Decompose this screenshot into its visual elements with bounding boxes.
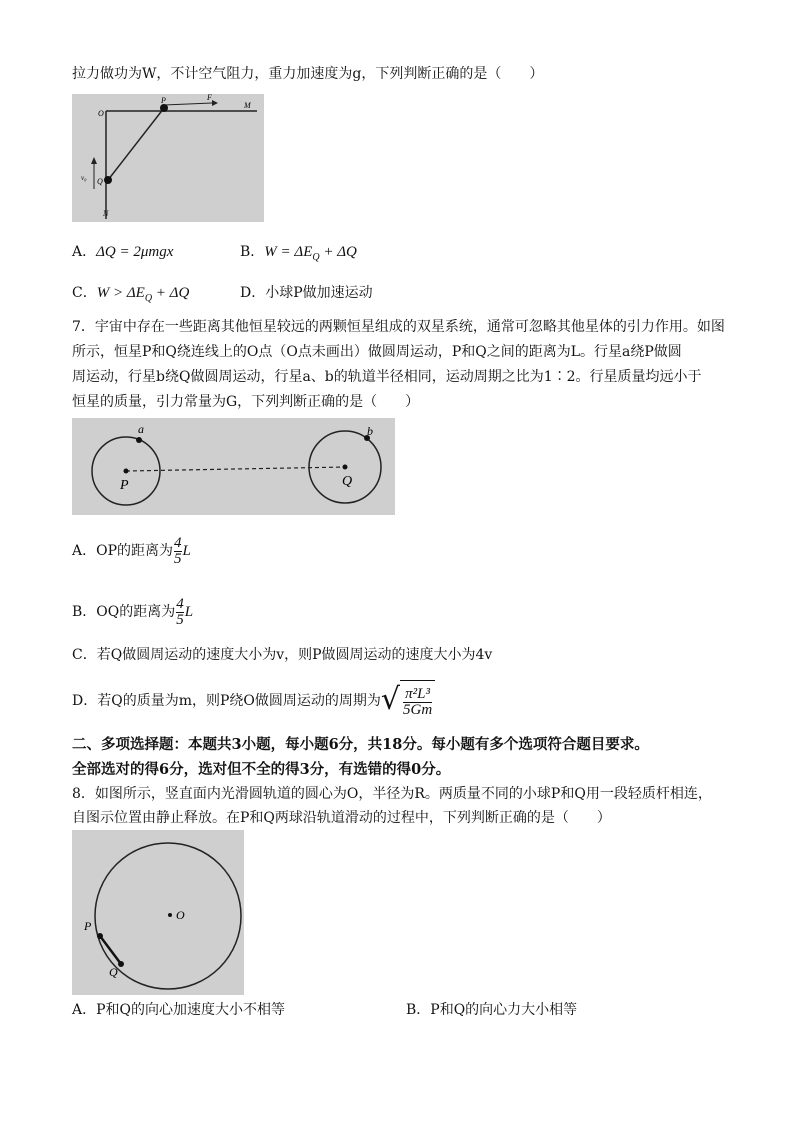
- q7-label-Q: Q: [342, 474, 353, 489]
- q6-option-d: D．小球P做加速运动: [240, 285, 373, 301]
- q8-label-Q: Q: [109, 965, 118, 979]
- q6-label-F: F: [207, 94, 212, 102]
- section-2-heading-line-2: 全部选对的得6分，选对但不全的得3分，有选错的得0分。: [72, 761, 451, 778]
- q7-stem-line-2: 所示，恒星P和Q绕连线上的O点（O点未画出）做圆周运动，P和Q之间的距离为L。行星a绕P做圆: [72, 344, 682, 360]
- q8-stem-line-2: 自图示位置由静止释放。在P和Q两球沿轨道滑动的过程中，下列判断正确的是（ ）: [72, 810, 611, 826]
- q6-label-v0: v₀: [81, 174, 87, 182]
- q6-label-N: N: [103, 209, 109, 218]
- q6-stem-tail: 拉力做功为W，不计空气阻力，重力加速度为g，下列判断正确的是（ ）: [72, 66, 544, 82]
- q7-option-b: B．OQ的距离为 $\frac{4}{5}$ L: [72, 595, 194, 628]
- q7-option-d: D．若Q的质量为m，则P绕O做圆周运动的周期为 √ $\frac{\text{π²L³}}{5Gm}$: [72, 680, 435, 722]
- q7-label-P: P: [120, 478, 129, 493]
- q7-figure: [72, 418, 395, 515]
- q8-option-a: A．P和Q的向心加速度大小不相等: [72, 1002, 286, 1018]
- q7-stem-line-1: 7．宇宙中存在一些距离其他恒星较远的两颗恒星组成的双星系统，通常可忽略其他星体的引力作用。如图: [72, 319, 725, 335]
- q6-label-O: O: [98, 109, 104, 118]
- q7-stem-line-4: 恒星的质量，引力常量为G，下列判断正确的是（ ）: [72, 394, 420, 410]
- q6-figure: [72, 94, 264, 222]
- q7-option-a: A．OP的距离为 $\frac{4}{5}$ L: [72, 534, 191, 567]
- q6-option-c: C．$W > \Delta E_Q + \Delta Q$: [72, 285, 190, 304]
- q7-label-a: a: [138, 422, 144, 436]
- q7-option-c: C．若Q做圆周运动的速度大小为v，则P做圆周运动的速度大小为4v: [72, 647, 493, 663]
- q7-stem-line-3: 周运动，行星b绕Q做圆周运动，行星a、b的轨道半径相同，运动周期之比为1∶2。行星质量均远小于: [72, 369, 702, 385]
- q6-option-b: B．$W = \Delta E_Q + \Delta Q$: [240, 244, 357, 263]
- q8-figure: [72, 830, 244, 995]
- q6-option-a: A．ΔQ = 2μmgx: [72, 244, 174, 260]
- q8-option-b: B．P和Q的向心力大小相等: [406, 1002, 578, 1018]
- q6-label-M: M: [244, 101, 251, 110]
- q6-label-P: P: [161, 96, 166, 105]
- q8-label-P: P: [84, 919, 92, 933]
- q6-label-Q: Q: [97, 177, 103, 186]
- q8-stem-line-1: 8．如图所示，竖直面内光滑圆轨道的圆心为O，半径为R。两质量不同的小球P和Q用一段轻质杆相连，: [72, 786, 712, 802]
- q7-label-b: b: [367, 424, 373, 438]
- section-2-heading-line-1: 二、多项选择题：本题共3小题，每小题6分，共18分。每小题有多个选项符合题目要求。: [72, 736, 649, 753]
- q8-label-O: O: [176, 908, 185, 922]
